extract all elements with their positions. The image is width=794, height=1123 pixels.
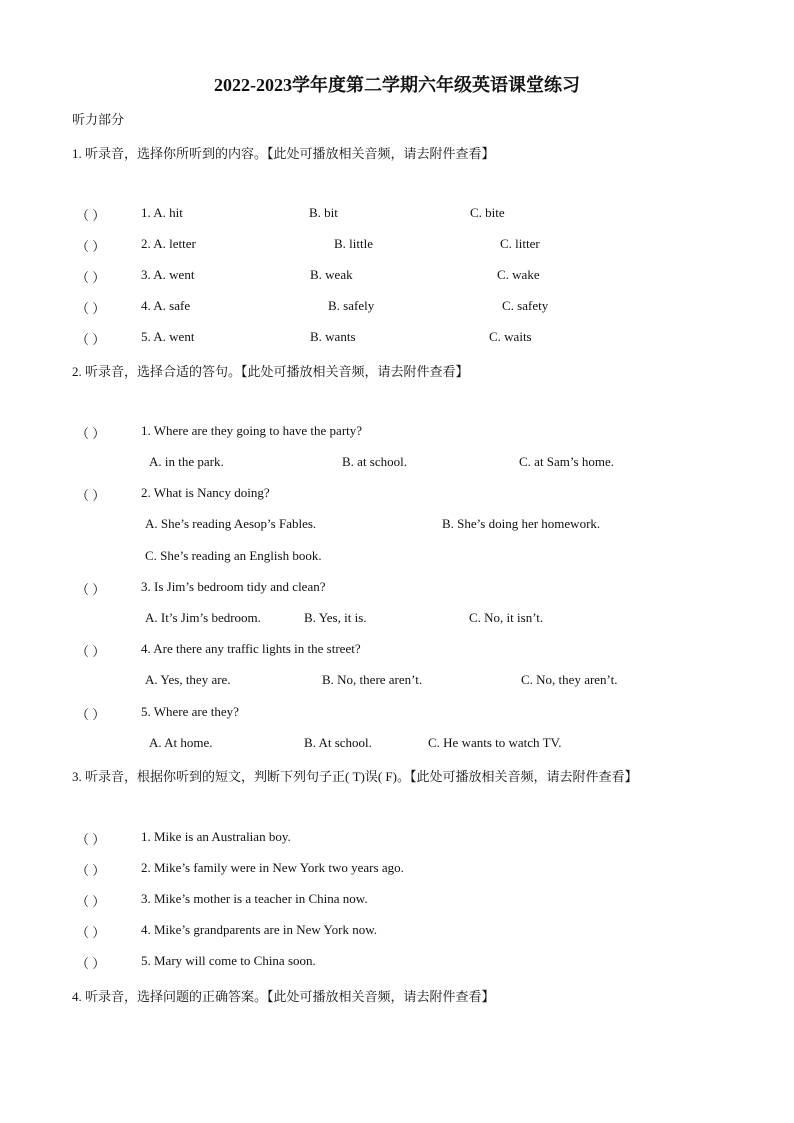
q1-option-c: C. safety	[502, 298, 549, 313]
q2-option-a: A. Yes, they are.	[145, 672, 231, 687]
answer-blank[interactable]: （ ）	[76, 488, 106, 503]
answer-blank[interactable]: （ ）	[76, 832, 106, 847]
answer-blank[interactable]: （ ）	[76, 956, 106, 971]
q1-option-a: 3. A. went	[141, 267, 195, 282]
q1-option-a: 4. A. safe	[141, 298, 191, 313]
q4-heading: 4. 听录音，选择问题的正确答案。【此处可播放相关音频，请去附件查看】	[72, 989, 495, 1004]
q1-option-c: C. bite	[470, 205, 505, 220]
q2-option-b: B. Yes, it is.	[304, 610, 367, 625]
q1-option-a: 5. A. went	[141, 329, 195, 344]
q2-heading: 2. 听录音，选择合适的答句。【此处可播放相关音频，请去附件查看】	[72, 364, 469, 379]
q2-question: 2. What is Nancy doing?	[141, 485, 270, 500]
q3-statement: 5. Mary will come to China soon.	[141, 953, 316, 968]
answer-blank[interactable]: （ ）	[76, 894, 106, 909]
q1-option-b: B. little	[334, 236, 373, 251]
page-title: 2022-2023学年度第二学期六年级英语课堂练习	[214, 75, 580, 95]
q3-statement: 2. Mike’s family were in New York two years ago.	[141, 860, 404, 875]
q1-option-b: B. safely	[328, 298, 375, 313]
q2-option-b: B. She’s doing her homework.	[442, 516, 601, 531]
q1-option-b: B. bit	[309, 205, 338, 220]
q2-option-c: C. No, it isn’t.	[469, 610, 544, 625]
answer-blank[interactable]: （ ）	[76, 239, 106, 254]
q2-question: 1. Where are they going to have the party?	[141, 423, 363, 438]
q2-option-a: A. She’s reading Aesop’s Fables.	[145, 516, 317, 531]
q3-heading: 3. 听录音，根据你听到的短文，判断下列句子正( T)误( F)。【此处可播放相关音频，请去附件查看】	[72, 769, 638, 784]
q1-option-b: B. wants	[310, 329, 356, 344]
q1-option-c: C. waits	[489, 329, 532, 344]
answer-blank[interactable]: （ ）	[76, 270, 106, 285]
q2-option-a: A. in the park.	[149, 454, 224, 469]
q1-heading: 1. 听录音，选择你所听到的内容。【此处可播放相关音频，请去附件查看】	[72, 146, 495, 161]
q2-option-a: A. At home.	[149, 735, 213, 750]
q2-option-c: C. No, they aren’t.	[521, 672, 618, 687]
answer-blank[interactable]: （ ）	[76, 301, 106, 316]
q2-option-b: B. at school.	[342, 454, 407, 469]
answer-blank[interactable]: （ ）	[76, 332, 106, 347]
q2-question: 5. Where are they?	[141, 704, 239, 719]
q2-option-c: C. He wants to watch TV.	[428, 735, 562, 750]
answer-blank[interactable]: （ ）	[76, 582, 106, 597]
answer-blank[interactable]: （ ）	[76, 925, 106, 940]
answer-blank[interactable]: （ ）	[76, 644, 106, 659]
answer-blank[interactable]: （ ）	[76, 426, 106, 441]
q3-statement: 4. Mike’s grandparents are in New York now.	[141, 922, 378, 937]
section-label: 听力部分	[72, 112, 125, 127]
q2-option-b: B. No, there aren’t.	[322, 672, 423, 687]
answer-blank[interactable]: （ ）	[76, 707, 106, 722]
q2-option-c: C. at Sam’s home.	[519, 454, 614, 469]
q3-statement: 1. Mike is an Australian boy.	[141, 829, 291, 844]
q1-option-b: B. weak	[310, 267, 353, 282]
q1-option-a: 2. A. letter	[141, 236, 196, 251]
q1-option-c: C. wake	[497, 267, 540, 282]
q2-question: 4. Are there any traffic lights in the street?	[141, 641, 361, 656]
q2-option-c: C. She’s reading an English book.	[145, 548, 322, 563]
q2-question: 3. Is Jim’s bedroom tidy and clean?	[141, 579, 326, 594]
q3-statement: 3. Mike’s mother is a teacher in China now.	[141, 891, 368, 906]
answer-blank[interactable]: （ ）	[76, 863, 106, 878]
q2-option-a: A. It’s Jim’s bedroom.	[145, 610, 261, 625]
q1-option-c: C. litter	[500, 236, 540, 251]
q1-option-a: 1. A. hit	[141, 205, 183, 220]
answer-blank[interactable]: （ ）	[76, 208, 106, 223]
q2-option-b: B. At school.	[304, 735, 372, 750]
